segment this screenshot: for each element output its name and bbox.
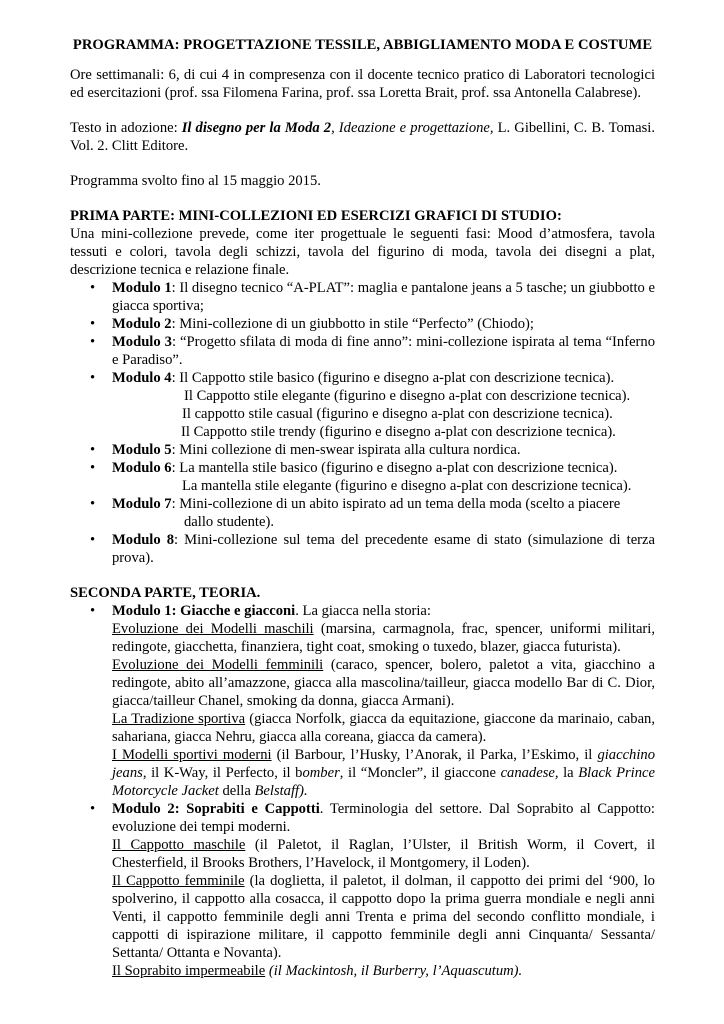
list-item (70, 495, 655, 531)
bullet-icon: • (90, 801, 96, 817)
module-heading-line (112, 602, 655, 620)
textbook-details: L. Gibellini, C. B. Tomasi. Vol. 2. Clitt Editore. (70, 120, 655, 154)
topic-paragraph (112, 746, 655, 800)
topic-paragraph (112, 620, 655, 656)
list-item (70, 459, 655, 495)
bullet-icon: • (90, 370, 96, 386)
textbook-paragraph (70, 119, 655, 155)
module-text: : Mini-collezione sul tema del precedente esame di stato (simulazione di terza prova). (112, 532, 655, 566)
module-text: : Mini-collezione di un giubbotto in stile “Perfecto” (Chiodo); (171, 316, 534, 332)
topic-italic: omber (302, 765, 340, 781)
textbook-title: Il disegno per la Moda 2 (181, 120, 332, 136)
part-one-module-list (70, 279, 655, 567)
module-text: . La giacca nella storia: (295, 603, 431, 619)
topic-italic: Belstaff). (254, 783, 308, 799)
list-item (70, 602, 655, 800)
topic-label: Evoluzione dei Modelli femminili (112, 657, 324, 673)
bullet-icon: • (90, 603, 96, 619)
part-two-module-list (70, 602, 655, 980)
topic-italic: giacchino jeans (112, 747, 655, 781)
bullet-icon: • (90, 496, 96, 512)
module-label: Modulo 4 (112, 370, 172, 386)
module-text: : Il disegno tecnico “A-PLAT”: maglia e pantalone jeans a 5 tasche; un giubbotto e giacca sportiva; (112, 280, 655, 314)
topic-text: , il K-Way, il Perfecto, il b (142, 765, 303, 781)
module-label: Modulo 6 (112, 460, 172, 476)
textbook-subtitle: , Ideazione e progettazione, (331, 120, 494, 136)
list-item (70, 531, 655, 567)
bullet-icon: • (90, 280, 96, 296)
topic-text: (la doglietta, il paletot, il dolman, il cappotto dei primi del ‘900, lo spolverino, il cappotto alla cosacca, il cappotto dopo la prima guerra mondiale e negli anni Venti, il cappotto femminile degli anni Trenta e prima del secondo conflitto mondiale, i cappotti di ispirazione militare, il cappotto femminile degli anni Cinquanta/ Sessanta/ Settanta/ Ottanta e Novanta). (112, 873, 655, 961)
module-subline: La mantella stile elegante (figurino e disegno a-plat con descrizione tecnica). (182, 478, 632, 494)
bullet-icon: • (90, 316, 96, 332)
module-subline: Il Cappotto stile elegante (figurino e disegno a-plat con descrizione tecnica). (184, 388, 631, 404)
list-item (70, 333, 655, 369)
module-text: : Mini collezione di men-swear ispirata alla cultura nordica. (171, 442, 521, 458)
list-item (70, 369, 655, 441)
topic-label: Evoluzione dei Modelli maschili (112, 621, 314, 637)
topic-text: (marsina, carmagnola, frac, spencer, uniformi militari, redingote, giacchetta, finanziera, tight coat, smoking o tuxedo, blazer, giacca futurista). (112, 621, 655, 655)
list-item (70, 279, 655, 315)
module-text: : “Progetto sfilata di moda di fine anno”: mini-collezione ispirata al tema “Inferno e Paradiso”. (112, 334, 655, 368)
textbook-prefix: Testo in adozione: (70, 120, 182, 136)
module-label: Modulo 5 (112, 442, 172, 458)
bullet-icon: • (90, 532, 96, 548)
topic-text: (caraco, spencer, bolero, paletot a vita, giacchino a redingote, abito all’amazzone, giacca alla mascolina/tailleur, giacca modello Bar di C. Dior, giacca/tailleur Chanel, smoking da donna, giacca Armani). (112, 657, 656, 709)
topic-paragraph (112, 872, 655, 962)
topic-text: della (218, 783, 255, 799)
part-one-heading: PRIMA PARTE: MINI-COLLEZIONI ED ESERCIZI GRAFICI DI STUDIO: (70, 208, 562, 224)
module-label: Modulo 7 (112, 496, 172, 512)
module-label: Modulo 2 (112, 801, 175, 817)
topic-italic: Black Prince Motorcycle Jacket (112, 765, 655, 799)
topic-label: Il Cappotto femminile (112, 873, 245, 889)
topic-italic: (il Mackintosh, il Burberry, l’Aquascutum). (265, 963, 523, 979)
module-label: Modulo 2 (112, 316, 172, 332)
module-colon: : (174, 801, 187, 817)
list-item (70, 441, 655, 459)
topic-text: (giacca Norfolk, giacca da equitazione, giaccone da marinaio, caban, sahariana, giacca Nehru, giacca alla coreana, giacca da camera). (112, 711, 656, 745)
module-text: : Il Cappotto stile basico (figurino e disegno a-plat con descrizione tecnica). (171, 370, 615, 386)
module-text: : La mantella stile basico (figurino e disegno a-plat con descrizione tecnica). (171, 460, 618, 476)
topic-text: (il Paletot, il Raglan, l’Ulster, il British Worm, il Covert, il Chesterfield, il Brooks Brothers, l’Havelock, il Montgomery, il Loden). (112, 837, 655, 871)
document-title: PROGRAMMA: PROGETTAZIONE TESSILE, ABBIGLIAMENTO MODA E COSTUME (72, 37, 653, 53)
module-label: Modulo 1 (112, 603, 172, 619)
document-page (70, 36, 655, 980)
topic-label: I Modelli sportivi moderni (112, 747, 272, 763)
list-item (70, 800, 655, 980)
module-heading-line (112, 800, 655, 836)
topic-label: La Tradizione sportiva (112, 711, 246, 727)
bullet-icon: • (90, 334, 96, 350)
topic-text: (il Barbour, l’Husky, l’Anorak, il Parka, l’Eskimo, il (271, 747, 598, 763)
topic-paragraph (112, 656, 655, 710)
topic-label: Il Cappotto maschile (112, 837, 246, 853)
module-title: Giacche e giacconi (180, 603, 296, 619)
topic-paragraph (112, 836, 655, 872)
program-date-paragraph: Programma svolto fino al 15 maggio 2015. (70, 173, 321, 189)
topic-text: la (558, 765, 579, 781)
part-two-heading: SECONDA PARTE, TEORIA. (70, 585, 261, 601)
section-spacer (70, 567, 655, 584)
module-text: : Mini-collezione di un abito ispirato ad un tema della moda (scelto a piacere (171, 496, 621, 512)
topic-label: Il Soprabito impermeabile (112, 963, 266, 979)
part-one-intro: Una mini-collezione prevede, come iter progettuale le seguenti fasi: Mood d’atmosfera, tavola tessuti e colori, tavola degli schizzi, tavola del figurino di moda, tavola dei disegni a plat, descrizione tecnica e relazione finale. (70, 226, 655, 278)
module-text: . Terminologia del settore. Dal Soprabito al Cappotto: evoluzione dei tempi moderni. (112, 801, 655, 835)
module-subline: Il Cappotto stile trendy (figurino e disegno a-plat con descrizione tecnica). (181, 424, 616, 440)
bullet-icon: • (90, 460, 96, 476)
module-label: Modulo 3 (112, 334, 172, 350)
module-label: Modulo 1 (112, 280, 172, 296)
bullet-icon: • (90, 442, 96, 458)
topic-paragraph (112, 962, 655, 980)
list-item (70, 315, 655, 333)
topic-italic: canadese, (500, 765, 559, 781)
module-subline: dallo studente). (184, 514, 274, 530)
module-colon: : (171, 603, 181, 619)
topic-paragraph (112, 710, 655, 746)
module-title: Soprabiti e Cappotti (186, 801, 320, 817)
module-subline: Il cappotto stile casual (figurino e disegno a-plat con descrizione tecnica). (182, 406, 613, 422)
topic-text: , il “Moncler”, il giaccone (339, 765, 501, 781)
module-label: Modulo 8 (112, 532, 175, 548)
weekly-hours-paragraph: Ore settimanali: 6, di cui 4 in compresenza con il docente tecnico pratico di Laboratori tecnologici ed esercitazioni (prof. ssa Filomena Farina, prof. ssa Loretta Brait, prof. ssa Antonella Calabrese). (70, 67, 655, 101)
